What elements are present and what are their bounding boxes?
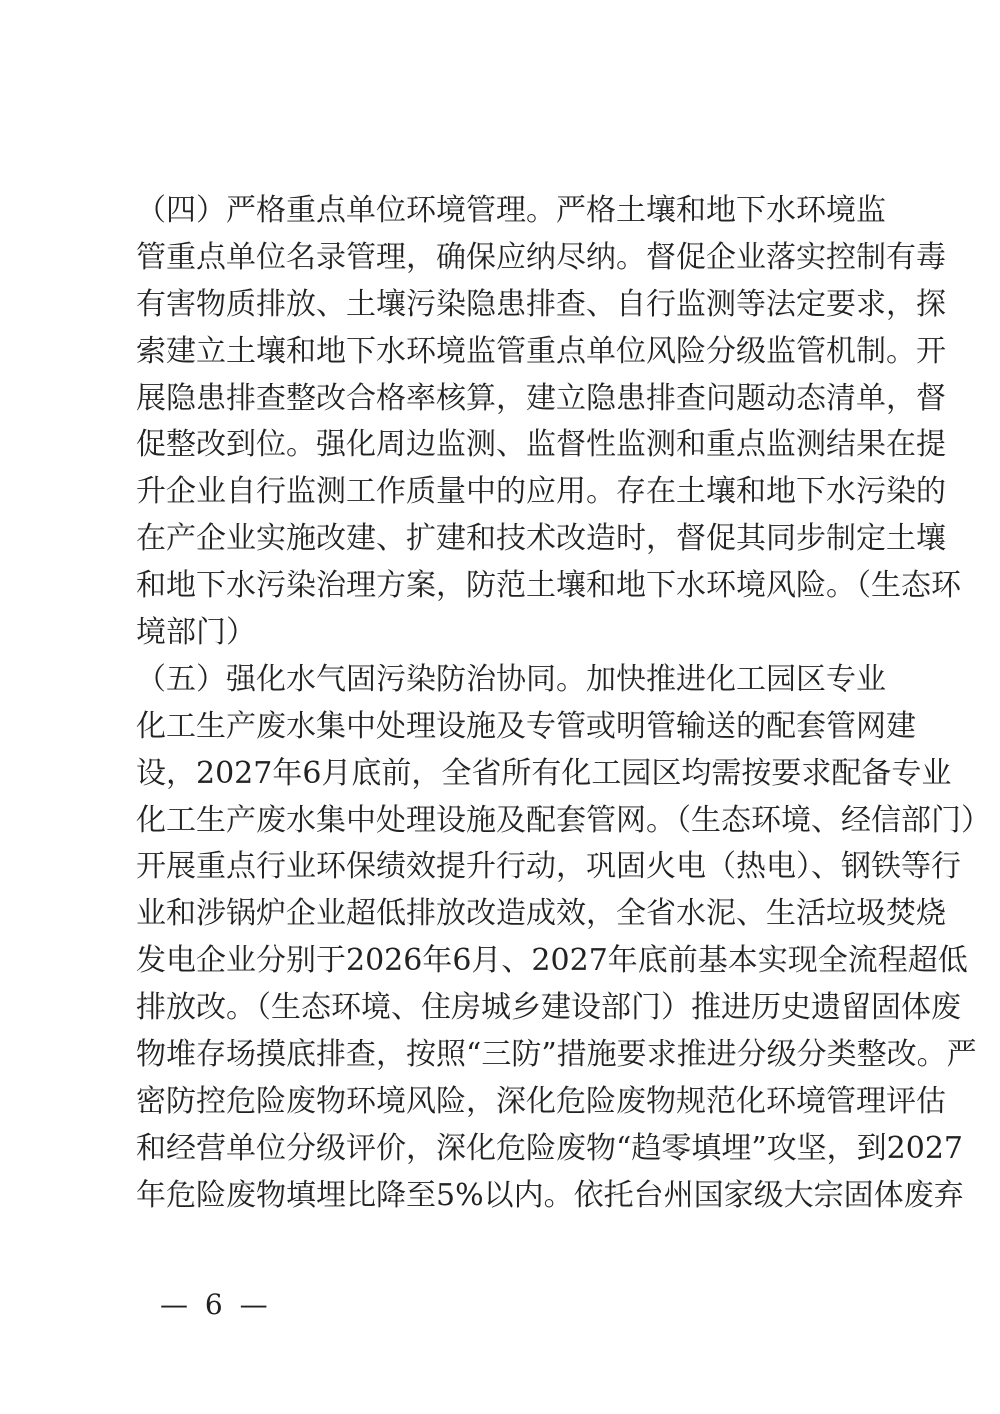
text-line: 升企业自行监测工作质量中的应用。存在土壤和地下水污染的 <box>136 474 946 510</box>
text-line: 物堆存场摸底排查，按照“三防”措施要求推进分级分类整改。严 <box>136 1037 977 1073</box>
text-line: 排放改。（生态环境、住房城乡建设部门）推进历史遗留固体废 <box>136 990 961 1026</box>
text-line: 设，2027年6月底前，全省所有化工园区均需按要求配备专业 <box>136 755 952 791</box>
text-line: （四）严格重点单位环境管理。严格土壤和地下水环境监 <box>136 193 886 228</box>
text-line: 业和涉锅炉企业超低排放改造成效，全省水泥、生活垃圾焚烧 <box>136 896 946 932</box>
text-line: 促整改到位。强化周边监测、监督性监测和重点监测结果在提 <box>136 427 946 463</box>
paragraph <box>136 188 961 657</box>
page-number: — 6 — <box>160 1288 272 1321</box>
text-line: 有害物质排放、土壤污染隐患排查、自行监测等法定要求，探 <box>136 286 946 322</box>
text-line: 开展重点行业环保绩效提升行动，巩固火电（热电）、钢铁等行 <box>136 849 961 885</box>
text-line: 年危险废物填埋比降至5%以内。依托台州国家级大宗固体废弃 <box>136 1177 964 1213</box>
text-line: 境部门） <box>136 615 256 651</box>
text-line: 管重点单位名录管理，确保应纳尽纳。督促企业落实控制有毒 <box>136 239 946 275</box>
document-body <box>136 188 991 1220</box>
text-line: 和地下水污染治理方案，防范土壤和地下水环境风险。（生态环 <box>136 568 961 604</box>
paragraph <box>136 657 991 1220</box>
text-line: 发电企业分别于2026年6月、2027年底前基本实现全流程超低 <box>136 943 968 979</box>
text-line: 索建立土壤和地下水环境监管重点单位风险分级监管机制。开 <box>136 333 946 369</box>
text-line: 化工生产废水集中处理设施及配套管网。（生态环境、经信部门） <box>136 802 991 838</box>
text-line: 展隐患排查整改合格率核算，建立隐患排查问题动态清单，督 <box>136 380 946 416</box>
text-line: （五）强化水气固污染防治协同。加快推进化工园区专业 <box>136 661 886 697</box>
text-line: 化工生产废水集中处理设施及专管或明管输送的配套管网建 <box>136 708 916 744</box>
text-line: 密防控危险废物环境风险，深化危险废物规范化环境管理评估 <box>136 1083 946 1119</box>
text-line: 和经营单位分级评价，深化危险废物“趋零填埋”攻坚，到2027 <box>136 1130 964 1166</box>
text-line: 在产企业实施改建、扩建和技术改造时，督促其同步制定土壤 <box>136 521 946 557</box>
